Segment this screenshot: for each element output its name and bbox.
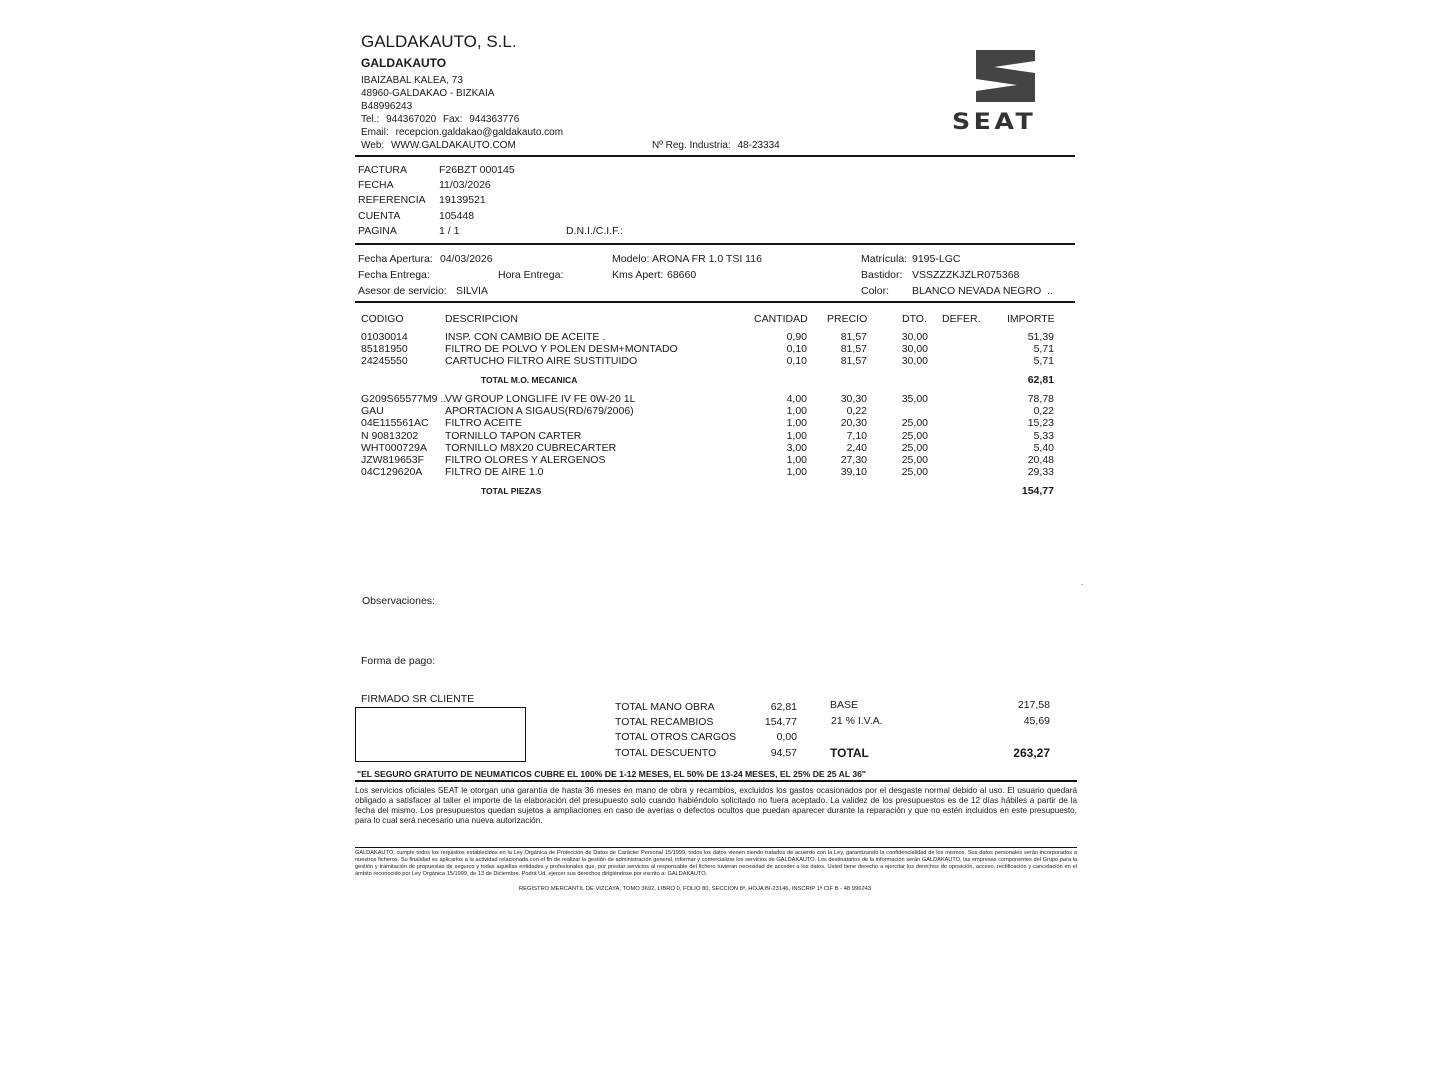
cell-cantidad: 1,00: [786, 429, 807, 442]
reg-industria-label: Nº Reg. Industria:: [652, 140, 731, 151]
asesor-label: Asesor de servicio:: [358, 285, 447, 297]
factura-label: FACTURA: [358, 164, 408, 176]
seat-logo-text: SEAT: [952, 110, 1037, 135]
forma-pago-label: Forma de pago:: [361, 655, 436, 667]
tel-value: 944367020: [386, 114, 437, 125]
col-dto: DTO.: [902, 313, 927, 325]
total-otros-label: TOTAL OTROS CARGOS: [615, 731, 737, 743]
registro-text: REGISTRO MERCANTIL DE VIZCAYA, TOMO 3692, LIBRO 0, FOLIO 80, SECCION 8ª, HOJA BI-23146, INSCRIP 1ª CIF B - 48 996243: [519, 886, 872, 892]
warranty-text: Los servicios oficiales SEAT le otorgan una garantía de hasta 36 meses en mano de obra y recambios, excluidos los gastos ocasionados por el desgaste normal debido al uso. El usuario quedará obligado a satisfacer al taller el importe de la elaboración del presupuesto solo cuando habiéndolo solicitado no fuera aceptado. La validez de los presupuestos es de 12 días hábiles a partir de la fecha del mismo. Los presupuestos quedan sujetos a ampliaciones en caso de averías o defectos ocultos que puedan aparecer durante la reparación y que no estén incluidos en este presupuesto, para lo cual será necesario una nueva autorización.: [355, 786, 1077, 825]
col-importe: IMPORTE: [1007, 313, 1055, 325]
cell-importe: 0,22: [1033, 405, 1054, 418]
hora-entrega-label: Hora Entrega:: [498, 269, 564, 281]
modelo-value: ARONA FR 1.0 TSI 116: [652, 253, 762, 265]
cell-dto: 25,00: [901, 429, 928, 442]
cell-cantidad: 1,00: [786, 417, 807, 430]
parts-row: [0, 417, 1440, 429]
cell-codigo: WHT000729A: [361, 441, 427, 454]
cell-importe: 5,71: [1033, 355, 1054, 368]
cell-cantidad: 0,90: [786, 331, 807, 343]
cell-precio: 39,10: [840, 466, 867, 479]
cell-cantidad: 1,00: [786, 405, 807, 418]
color-value: BLANCO NEVADA NEGRO: [912, 285, 1042, 297]
reg-industria: [652, 140, 780, 151]
reg-industria-value: 48-23334: [737, 140, 780, 151]
fecha-entrega-label: Fecha Entrega:: [358, 269, 430, 281]
company-short-name: GALDAKAUTO: [361, 56, 447, 70]
parts-row: [0, 454, 1440, 466]
company-name: GALDAKAUTO, S.L.: [361, 32, 517, 51]
seguro-note: "EL SEGURO GRATUITO DE NEUMATICOS CUBRE EL 100% DE 1-12 MESES, EL 50% DE 13-24 MESES, EL 25% DE 25 AL 36": [357, 769, 866, 779]
privacy-text: GALDAKAUTO, cumple todos los requisitos establecidos en la Ley Orgánica de Protección de Datos de Carácter Personal 15/1999, todos los datos vienen siendo tratados de acuerdo con la Ley, garantizando la confidencialidad de los mismos. Sus datos personales serán incorporados a nuestros ficheros. Su finalidad es aplicarlos a la actividad relacionada con el fin de realizar la gestión de administración general, informar y comercializar los servicios de GALDAKAUTO. Los destinatarios de la información serán GALDAKAUTO, las empresas componentes del Grupo para la gestión y tramitación de propuestas de seguros y todas aquellas entidades y profesionales que, por prestar servicios al responsable del fichero tuvieran necesidad de acceder a los datos. Usted tiene derecho a ejercitar los derechos de oposición, acceso, rectificación y cancelación en el ámbito reconocido por Ley Orgánica 15/1999, de 13 de Diciembre. Podrá Ud. ejercer sus derechos dirigiéndose por escrito a: GALDAKAUTO.: [355, 850, 1077, 877]
labour-row: [0, 355, 1440, 367]
asesor-value: SILVIA: [456, 285, 488, 297]
cell-dto: 30,00: [901, 355, 928, 368]
factura-value: F26BZT 000145: [439, 164, 515, 176]
total-mano-obra-value: 62,81: [770, 701, 797, 713]
signature-box: [355, 707, 526, 762]
col-codigo: CODIGO: [361, 313, 404, 325]
cell-dto: 35,00: [901, 393, 928, 405]
phone-line: [361, 114, 519, 125]
parts-row: [0, 442, 1440, 454]
cell-precio: 30,30: [840, 393, 867, 405]
cell-importe: 20,48: [1027, 454, 1054, 466]
cell-cantidad: 3,00: [786, 441, 807, 454]
cell-dto: 25,00: [901, 454, 928, 466]
cell-codigo: GAU: [361, 405, 384, 418]
fax-label: Fax:: [442, 114, 463, 125]
cell-dto: 30,00: [901, 343, 928, 356]
vehicle-divider: [355, 301, 1075, 303]
pagina-value: 1 / 1: [439, 225, 460, 237]
col-cantidad: CANTIDAD: [754, 313, 808, 325]
header-divider: [355, 155, 1075, 157]
cell-codigo: N 90813202: [361, 429, 419, 442]
matricula-label: Matrícula:: [861, 253, 908, 265]
fecha-value: 11/03/2026: [439, 179, 491, 191]
observaciones-label: Observaciones:: [362, 595, 435, 607]
cell-precio: 81,57: [840, 355, 867, 368]
notes-divider: [355, 780, 1077, 782]
cell-precio: 20,30: [840, 417, 867, 430]
col-descripcion: DESCRIPCION: [445, 313, 518, 325]
cell-descripcion: TORNILLO M8X20 CUBRECARTER: [445, 441, 617, 454]
cell-dto: 25,00: [901, 417, 928, 430]
col-defer: DEFER.: [942, 313, 981, 325]
total-mano-obra-label: TOTAL MANO OBRA: [615, 701, 715, 713]
cell-importe: 51,39: [1027, 331, 1054, 343]
referencia-label: REFERENCIA: [358, 194, 426, 206]
cell-precio: 7,10: [846, 429, 867, 442]
cell-importe: 5,33: [1033, 429, 1054, 442]
cell-codigo: 04C129620A: [361, 466, 423, 479]
cell-codigo: G209S65577M9 ..: [361, 393, 447, 405]
cell-descripcion: FILTRO DE POLVO Y POLEN DESM+MONTADO: [445, 343, 678, 356]
cell-codigo: 04E115561AC: [361, 417, 429, 430]
cell-descripcion: FILTRO DE AIRE 1.0: [445, 466, 544, 479]
cell-dto: 25,00: [901, 441, 928, 454]
company-cif: B48996243: [361, 101, 413, 112]
privacy-divider: [355, 847, 1077, 848]
base-value: 217,58: [1017, 699, 1050, 711]
parts-row: [0, 466, 1440, 478]
web-label: Web:: [361, 140, 385, 151]
cell-dto: 25,00: [901, 466, 928, 479]
labour-row: [0, 343, 1440, 355]
tel-label: Tel.:: [361, 114, 380, 125]
cell-importe: 5,71: [1033, 343, 1054, 356]
cell-codigo: 24245550: [361, 355, 408, 368]
cell-precio: 81,57: [840, 343, 867, 356]
labour-row: [0, 331, 1440, 343]
fecha-label: FECHA: [358, 179, 394, 191]
total-value: 263,27: [1013, 746, 1050, 760]
cell-descripcion: CARTUCHO FILTRO AIRE SUSTITUIDO: [445, 355, 638, 368]
kms-value: 68660: [667, 269, 697, 281]
referencia-value: 19139521: [439, 194, 486, 206]
labour-total-label: TOTAL M.O. MECANICA: [481, 375, 578, 385]
cell-codigo: 01030014: [361, 331, 408, 343]
cell-descripcion: FILTRO OLORES Y ALERGENOS: [445, 454, 606, 466]
pagina-label: PAGINA: [358, 225, 397, 237]
cell-descripcion: APORTACION A SIGAUS(RD/679/2006): [445, 405, 634, 418]
cell-precio: 27,30: [840, 454, 867, 466]
column-header-row: [0, 313, 1440, 325]
cell-dto: 30,00: [901, 331, 928, 343]
cell-importe: 29,33: [1027, 466, 1054, 479]
cell-codigo: JZW819653F: [361, 454, 425, 466]
parts-row: [0, 430, 1440, 442]
cell-importe: 78,78: [1027, 393, 1054, 405]
email-line: [361, 127, 563, 138]
parts-total-label: TOTAL PIEZAS: [481, 486, 542, 496]
bastidor-label: Bastidor:: [861, 269, 903, 281]
cell-codigo: 85181950: [361, 343, 408, 356]
cell-descripcion: VW GROUP LONGLIFE IV FE 0W-20 1L: [445, 393, 636, 405]
cell-descripcion: TORNILLO TAPON CARTER: [445, 429, 582, 442]
cell-cantidad: 0,10: [786, 343, 807, 356]
cell-precio: 2,40: [846, 441, 867, 454]
cell-importe: 15,23: [1027, 417, 1054, 430]
kms-label: Kms Apert:: [612, 269, 664, 281]
cell-cantidad: 0,10: [786, 355, 807, 368]
labour-total-value: 62,81: [1027, 374, 1054, 386]
total-recambios-value: 154,77: [764, 716, 797, 728]
iva-label: 21 % I.V.A.: [831, 715, 883, 727]
fecha-apertura-value: 04/03/2026: [440, 253, 493, 265]
cell-descripcion: INSP. CON CAMBIO DE ACEITE .: [445, 331, 606, 343]
web-line: [361, 140, 516, 151]
fax-value: 944363776: [469, 114, 520, 125]
web-value: WWW.GALDAKAUTO.COM: [390, 140, 516, 151]
firmado-label: FIRMADO SR CLIENTE: [361, 693, 475, 705]
iva-value: 45,69: [1023, 715, 1050, 727]
cell-descripcion: FILTRO ACEITE: [445, 417, 522, 430]
cell-cantidad: 4,00: [786, 393, 807, 405]
bastidor-value: VSSZZZKJZLR075368: [912, 269, 1020, 281]
cell-cantidad: 1,00: [786, 466, 807, 479]
parts-total-value: 154,77: [1021, 485, 1054, 497]
address-line-1: IBAIZABAL KALEA, 73: [361, 75, 463, 86]
fecha-apertura-label: Fecha Apertura:: [358, 253, 433, 265]
invoice-divider: [355, 243, 1075, 245]
matricula-value: 9195-LGC: [912, 253, 961, 265]
email-label: Email:: [361, 127, 389, 138]
cuenta-label: CUENTA: [358, 210, 401, 222]
address-line-2: 48960-GALDAKAO - BIZKAIA: [361, 88, 495, 99]
total-descuento-label: TOTAL DESCUENTO: [615, 747, 717, 759]
color-suffix: ..: [1047, 285, 1053, 297]
total-recambios-label: TOTAL RECAMBIOS: [615, 716, 714, 728]
speck-mark: .: [1081, 578, 1084, 587]
color-label: Color:: [861, 285, 890, 297]
modelo-label: Modelo:: [612, 253, 650, 265]
total-label: TOTAL: [830, 746, 869, 760]
total-otros-value: 0,00: [776, 731, 797, 743]
cell-precio: 81,57: [840, 331, 867, 343]
parts-row: [0, 393, 1440, 405]
col-precio: PRECIO: [827, 313, 868, 325]
base-label: BASE: [830, 699, 859, 711]
cuenta-value: 105448: [439, 210, 475, 222]
cell-cantidad: 1,00: [786, 454, 807, 466]
total-descuento-value: 94,57: [770, 747, 797, 759]
dni-label: D.N.I./C.I.F.:: [566, 225, 624, 237]
cell-precio: 0,22: [846, 405, 867, 418]
email-value: recepcion.galdakao@galdakauto.com: [395, 127, 564, 138]
cell-importe: 5,40: [1033, 441, 1054, 454]
parts-row: [0, 405, 1440, 417]
